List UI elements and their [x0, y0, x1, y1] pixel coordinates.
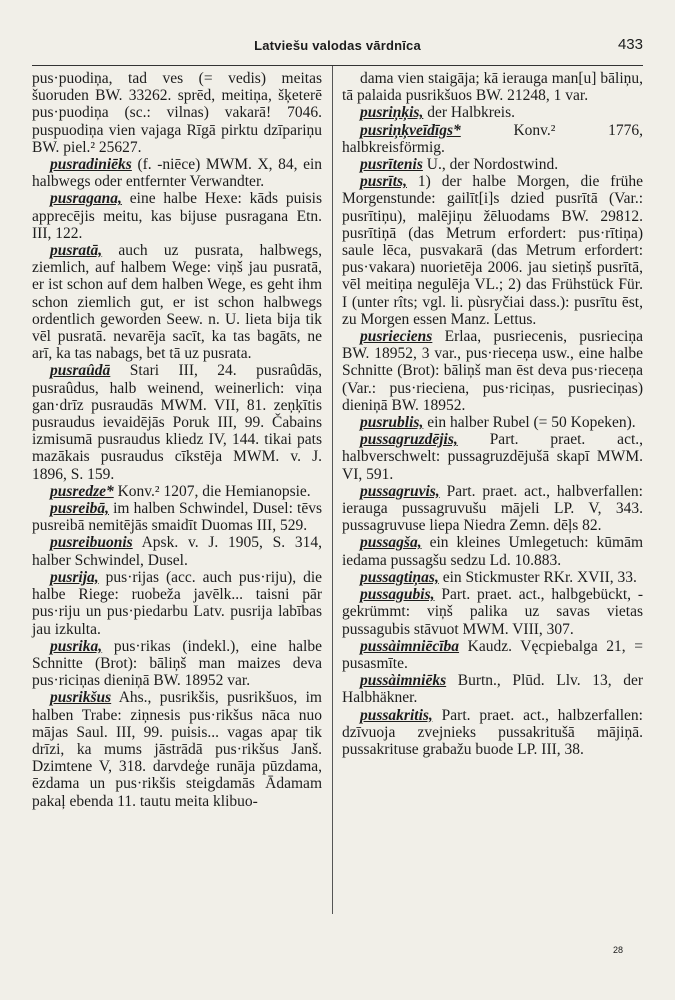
entry-text: eine halbe Hexe: kāds puisis apprecējis meitu, kas bijuse pusragana Etn. III, 122. — [32, 190, 323, 242]
entry-headword: pusragana, — [50, 190, 122, 208]
entry-headword: pusrija, — [50, 568, 99, 586]
entry-text: Kaudz. Vęcpiebalga 21, = pusasmīte. — [342, 637, 644, 672]
entry-headword: pusriņķis, — [360, 104, 424, 122]
dictionary-entry — [32, 70, 322, 156]
entry-headword: pusrītenis — [360, 156, 423, 174]
entry-text: Part. praet. act., halbverschwelt: pussagruzdējušā skapī MWM. VI, 591. — [342, 431, 644, 483]
dictionary-entry — [32, 242, 322, 362]
entry-text: Erlaa, pusriecenis, pusrieciņa BW. 18952, 3 var., pus·rieceņa usw., eine halbe Schnitte (Brot): bāliņš man ēst deva pus·rieceņa (Var.: pus·rieciena, pus·riciņas, pusrieciņas) dieniņā BW. 18952. — [342, 328, 643, 414]
entry-text: Part. praet. act., halbgebückt, -gekrümmt: viņš palika uz savas vietas pussagubis stāvuot MWM. VIII, 307. — [342, 586, 643, 638]
dictionary-entry — [32, 156, 322, 190]
entry-headword: pussakritis, — [360, 706, 433, 724]
entry-headword: pusrikšus — [50, 689, 112, 707]
entry-text: U., der Nordostwind. — [426, 156, 559, 174]
entry-text: pus·rijas (acc. auch pus·riju), die halbe Riege: ruobeža javēlk... taisni pār pus·riju un pus·piedarbu Latv. pusrija labības jau izkulta. — [32, 568, 322, 638]
dictionary-entry — [342, 707, 643, 759]
dictionary-entry — [342, 672, 643, 706]
page-number: 433 — [617, 36, 643, 53]
running-title: Latviešu valodas vārdnīca — [254, 38, 421, 53]
dictionary-entry — [342, 104, 643, 121]
entry-text: ein Stickmuster RKr. XVII, 33. — [442, 568, 637, 586]
dictionary-entry — [342, 173, 643, 328]
entry-text: Stari III, 24. pusraûdās, pusraûdus, halb weinend, weinerlich: viņa gan·drīz pusraudās MWM. VII, 81. zeņķītis pusraudus ievaidējās Poruk III, 99. Čabains izmisumā pusraudus kliedz IV, 144. tikai pats mazākais pusraudus cīkstēja MWM. v. J. 1896, S. 159. — [32, 362, 322, 483]
entry-text: der Halbkreis. — [427, 104, 516, 122]
dictionary-entry — [32, 689, 322, 809]
dictionary-entry — [342, 414, 643, 431]
dictionary-entry — [342, 534, 643, 568]
entry-text: 1) der halbe Morgen, die frühe Morgenstunde: gailīt[i]s dzied pusrītā (Var.: pusrītiņu), malējiņu žēluodams BW. 29812. pusrītiņā (das Metrum erfordert: pus·rītiņa) saule lēca, pusvakarā (das Metrum erfordert: pus·vakara) nuorietēja 2006. jau sietiņš pusrītā, vēl meitiņa negulēja VL.; 2) das Frühstück Für. I (unter rîts; vgl. li. pùsryčiai dass.): pusrītu ēst, zu Morgen essen Manz. Lettus. — [342, 173, 644, 328]
entry-text: Apsk. v. J. 1905, S. 314, halber Schwindel, Dusel. — [32, 534, 322, 569]
dictionary-entry — [342, 328, 643, 414]
dictionary-entry — [342, 156, 643, 173]
dictionary-entry — [342, 586, 643, 638]
entry-headword: pusreibā, — [50, 500, 109, 518]
entry-headword: pusreibuonis — [50, 534, 133, 552]
entry-headword: pusradiniēks — [50, 156, 132, 174]
dictionary-entry — [32, 569, 322, 638]
column-divider — [332, 66, 333, 914]
entry-headword: pusrublis, — [360, 414, 424, 432]
left-column — [32, 70, 322, 810]
entry-text: Part. praet. act., halbverfallen: ierauga pussagruvušu mājeli LP. V, 343. pussagruvuse liepa Niedra Zemn. dēļs 82. — [342, 482, 643, 535]
dictionary-entry — [342, 70, 643, 104]
entry-text: pus·rikas (indekl.), eine halbe Schnitte (Brot): bāliņš man maizes deva pus·riciņas dieniņā BW. 18952 var. — [32, 637, 322, 690]
page-header — [32, 36, 643, 60]
entry-headword: pussàimniēks — [360, 672, 447, 690]
entry-text: Konv.² 1776, halbkreisförmig. — [342, 121, 643, 156]
dictionary-entry — [342, 431, 643, 483]
dictionary-entry — [32, 500, 322, 534]
dictionary-entry — [32, 190, 322, 242]
dictionary-entry — [32, 638, 322, 690]
entry-text: Ahs., pusrikšis, pusrikšuos, im halben Trabe: ziņnesis pus·rikšus nāca nuo mājas Saul. III, 99. puisis... vagas apaŗ tik drīzi, ka mums jāstrādā pus·rikšus Janš. Dzimtene V, 318. darvdeģe runāja pūzdama, ēzdama un pus·rikšis steigdamās Ādamam pakaļ ebenda 11. tautu meita klibuo- — [32, 689, 322, 810]
entry-text: pus·puodiņa, tad ves (= vedis) meitas šuoruden BW. 33262. sprēd, meitiņa, šķeterē pus·puodiņa (sc.: vilnas) vakarā! 7046. puspuodiņa vien vajaga Rīgā pirktu dzīpariņu BW. piel.² 25627. — [32, 70, 322, 156]
entry-text: (f. -niēce) MWM. X, 84, ein halbwegs oder entfernter Verwandter. — [32, 156, 323, 191]
entry-headword: pusredze* — [50, 482, 114, 500]
entry-headword: pusrieciens — [360, 328, 433, 346]
entry-headword: pusriņķveīdīgs* — [360, 121, 461, 139]
entry-text: Part. praet. act., halbzerfallen: dzīvuoja zvejnieks pussakritušā mājiņā. pussakrituse grabažu buode LP. III, 38. — [342, 706, 643, 758]
signature-mark: 28 — [612, 945, 623, 955]
dictionary-entry — [32, 483, 322, 500]
right-column — [342, 70, 643, 758]
dictionary-entry — [342, 483, 643, 535]
entry-text: im halben Schwindel, Dusel: tēvs pusreibā nemitējās smaidīt Duomas III, 529. — [32, 500, 323, 535]
entry-headword: pussàimniēcība — [360, 637, 460, 655]
entry-headword: pussagruvis, — [360, 482, 440, 500]
header-rule — [32, 65, 643, 66]
dictionary-entry — [32, 534, 322, 568]
entry-text: ein kleines Umlegetuch: kūmām iedama pussagšu sedzu Ld. 10.883. — [342, 534, 644, 569]
dictionary-entry — [342, 122, 643, 156]
dictionary-entry — [342, 569, 643, 586]
entry-headword: pussagubis, — [360, 586, 435, 604]
entry-headword: pusrika, — [50, 637, 103, 655]
entry-text: dama vien staigāja; kā ierauga man[u] bāliņu, tā palaida pusrikšuos BW. 21248, 1 var. — [342, 70, 643, 105]
entry-text: Konv.² 1207, die Hemianopsie. — [117, 482, 311, 500]
entry-headword: pusratā, — [50, 242, 103, 260]
dictionary-entry — [342, 638, 643, 672]
entry-text: ein halber Rubel (= 50 Kopeken). — [427, 414, 636, 432]
entry-text: auch uz pusrata, halbwegs, ziemlich, auf halbem Wege: viņš jau pusratā, er ist schon auf dem halben Wege, es geht ihm schon ziemlich gut, er ist schon halbwegs ordentlich geworden Seew. n. U. lieta bija tik vēl pusratā. nevarēja sacīt, ka tas bagāts, ne arī, ka tas nabags, bet tā uz pusrata. — [32, 242, 322, 363]
entry-text: Burtn., Plūd. Llv. 13, der Halbhäkner. — [342, 672, 644, 707]
entry-headword: pusraûdā — [50, 362, 111, 380]
entry-headword: pussagtiņas, — [360, 568, 439, 586]
entry-headword: pussagša, — [360, 534, 422, 552]
entry-headword: pusrīts, — [360, 173, 407, 191]
dictionary-entry — [32, 362, 322, 482]
entry-headword: pussagruzdējis, — [360, 431, 458, 449]
